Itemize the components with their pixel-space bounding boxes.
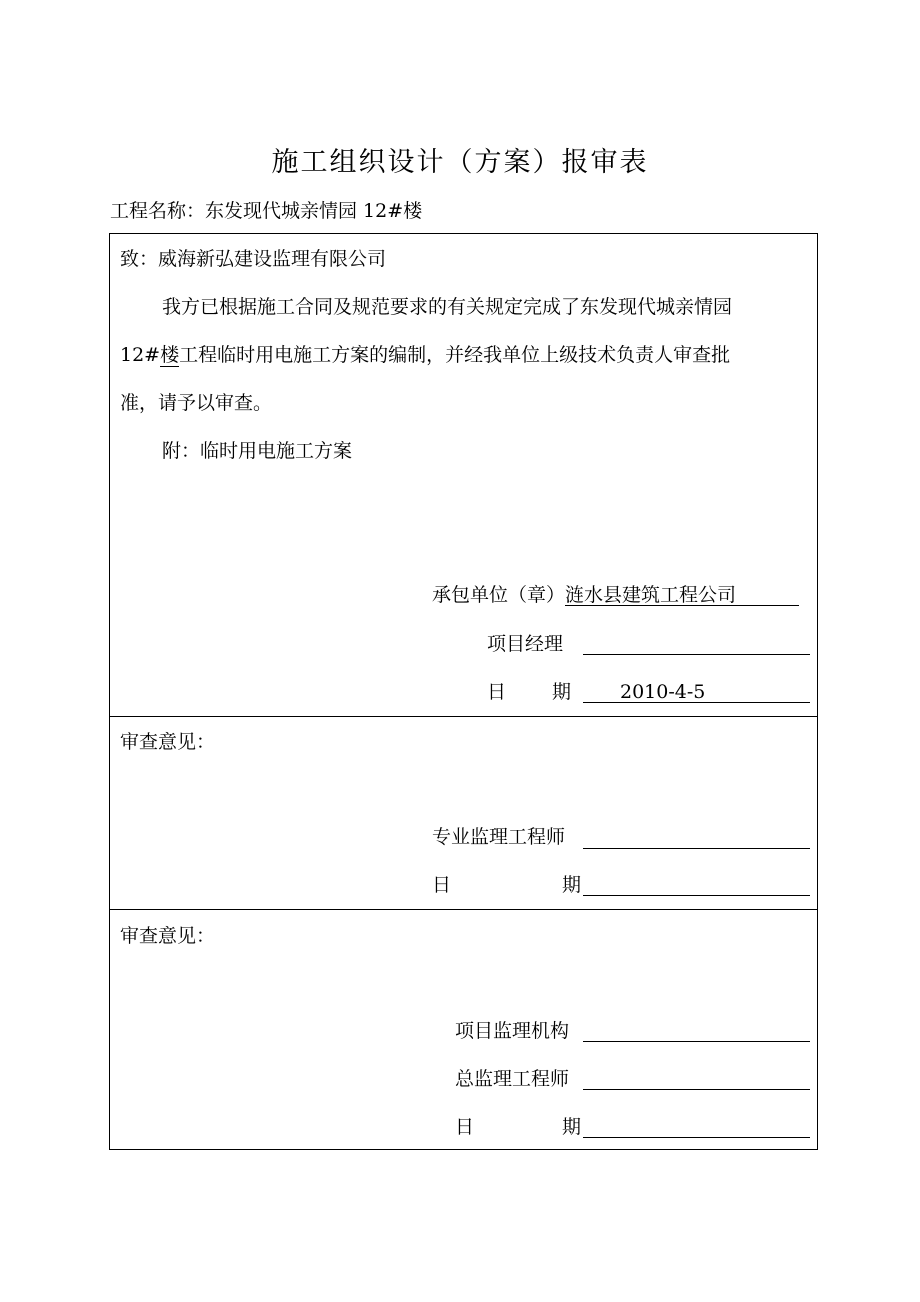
form-title: 施工组织设计（方案）报审表: [271, 147, 649, 178]
review-form-table: [109, 233, 818, 1150]
body-line-2: [120, 346, 730, 365]
section-divider-2: [110, 909, 817, 910]
contractor-value: 涟水县建筑工程公司: [565, 584, 737, 606]
date-label-2a: 日: [432, 874, 452, 896]
body-line-2-rest: 工程临时用电施工方案的编制，并经我单位上级技术负责人审查批: [179, 344, 731, 366]
org-label: 项目监理机构: [455, 1020, 570, 1042]
manager-label: 项目经理: [487, 633, 564, 655]
body-building-no: 12#: [120, 344, 161, 366]
body-line-3: 准，请予以审查。: [120, 392, 273, 414]
section-divider-1: [110, 716, 817, 717]
addressee: 致：威海新弘建设监理有限公司: [120, 248, 387, 270]
submission-date: 2010-4-5: [620, 681, 706, 703]
body-building-suffix: 楼: [160, 344, 180, 366]
contractor-field: [565, 586, 799, 606]
engineer-label: 专业监理工程师: [432, 826, 566, 848]
date-label-2b: 期: [562, 874, 582, 896]
date-line-2: [583, 895, 810, 896]
date-label-3a: 日: [455, 1116, 475, 1138]
date-label-1a: 日: [487, 681, 507, 703]
date-line-3: [583, 1137, 810, 1138]
engineer-signature-line: [583, 848, 810, 849]
project-name: [110, 196, 422, 223]
date-label-1b: 期: [552, 681, 572, 703]
org-signature-line: [583, 1041, 810, 1042]
contractor-row: [432, 586, 799, 606]
chief-engineer-signature-line: [583, 1089, 810, 1090]
project-name-label: 工程名称：: [110, 200, 206, 222]
opinion-label-2: 审查意见：: [120, 731, 216, 753]
project-name-value: 东发现代城亲情园 12#楼: [205, 200, 423, 222]
opinion-label-3: 审查意见：: [120, 925, 216, 947]
attachment-note: 附：临时用电施工方案: [162, 440, 353, 462]
body-line-1: 我方已根据施工合同及规范要求的有关规定完成了东发现代城亲情园: [162, 296, 733, 318]
date-label-3b: 期: [562, 1116, 582, 1138]
manager-signature-line: [583, 654, 810, 655]
contractor-label: 承包单位（章）: [432, 584, 566, 606]
chief-engineer-label: 总监理工程师: [455, 1068, 570, 1090]
